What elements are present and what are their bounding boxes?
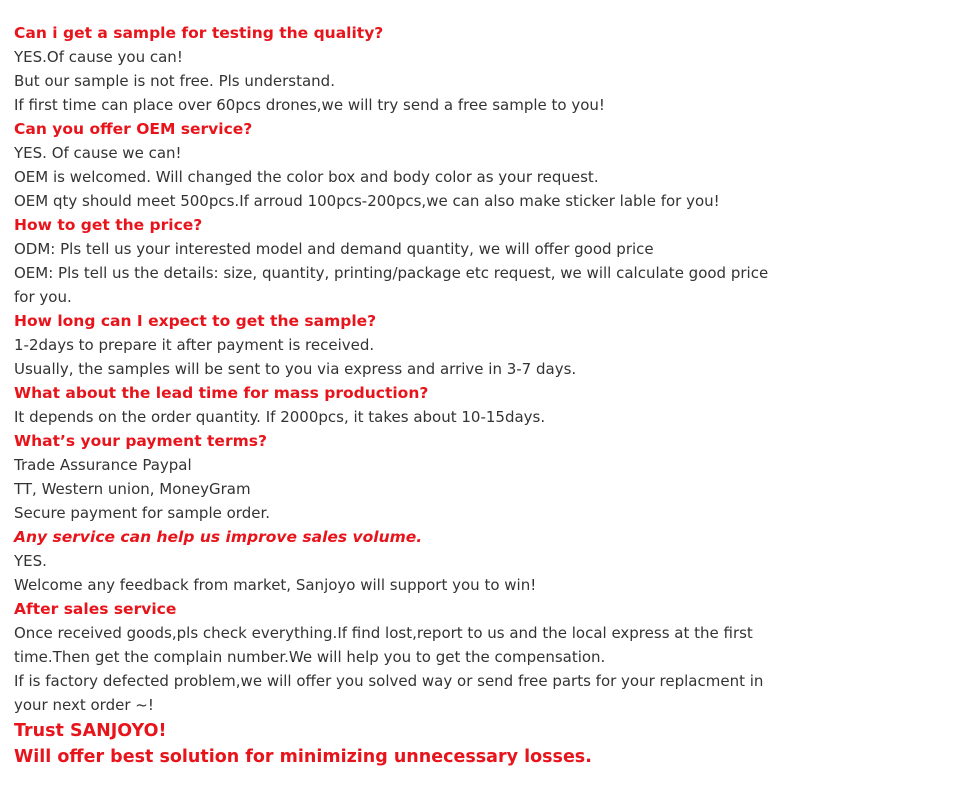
faq-question-lead-time: What about the lead time for mass production? [14, 384, 429, 402]
faq-answer-line: Secure payment for sample order. [14, 504, 271, 522]
closing-solution-line: Will offer best solution for minimizing unnecessary losses. [14, 747, 592, 767]
faq-answer-line: YES. Of cause we can! [14, 144, 182, 162]
closing-trust-line: Trust SANJOYO! [14, 721, 167, 741]
faq-answer-line: ODM: Pls tell us your interested model and demand quantity, we will offer good price [14, 240, 654, 258]
faq-answer-line: Trade Assurance Paypal [14, 456, 192, 474]
faq-answer-line: Usually, the samples will be sent to you via express and arrive in 3-7 days. [14, 360, 577, 378]
faq-question-price: How to get the price? [14, 216, 203, 234]
faq-answer-line: Once received goods,pls check everything.If find lost,report to us and the local express at the first time.Then get the complain number.We will help you to get the compensation. [14, 624, 753, 666]
faq-answer-line: OEM qty should meet 500pcs.If arroud 100pcs-200pcs,we can also make sticker lable for you! [14, 192, 720, 210]
faq-section [14, 21, 774, 770]
faq-answer-line: If first time can place over 60pcs drones,we will try send a free sample to you! [14, 96, 605, 114]
faq-question-after-sales: After sales service [14, 600, 177, 618]
faq-answer-line: Welcome any feedback from market, Sanjoyo will support you to win! [14, 576, 537, 594]
faq-answer-line: If is factory defected problem,we will offer you solved way or send free parts for your replacment in your next order ~! [14, 672, 764, 714]
faq-answer-line: TT, Western union, MoneyGram [14, 480, 251, 498]
faq-answer-line: OEM: Pls tell us the details: size, quantity, printing/package etc request, we will calculate good price for you. [14, 264, 769, 306]
faq-question-payment-terms: What’s your payment terms? [14, 432, 267, 450]
faq-question-oem-service: Can you offer OEM service? [14, 120, 253, 138]
faq-answer-line: OEM is welcomed. Will changed the color box and body color as your request. [14, 168, 599, 186]
faq-answer-line: 1-2days to prepare it after payment is received. [14, 336, 375, 354]
faq-answer-line: But our sample is not free. Pls understand. [14, 72, 335, 90]
faq-answer-line: It depends on the order quantity. If 2000pcs, it takes about 10-15days. [14, 408, 546, 426]
faq-question-sales-volume: Any service can help us improve sales volume. [14, 528, 423, 546]
faq-answer-line: YES.Of cause you can! [14, 48, 183, 66]
faq-question-sample-time: How long can I expect to get the sample? [14, 312, 377, 330]
faq-answer-line: YES. [14, 552, 47, 570]
faq-question-sample-testing: Can i get a sample for testing the quality? [14, 24, 384, 42]
